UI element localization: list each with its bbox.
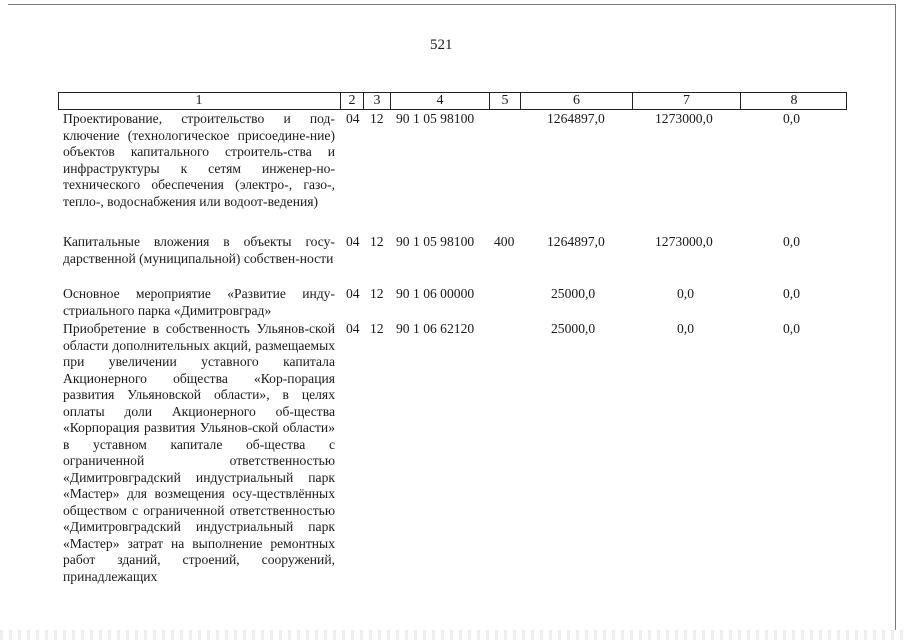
row-col8: 0,0: [783, 234, 800, 249]
row-col4: 90 1 06 00000: [396, 286, 475, 301]
row-description: Основное мероприятие «Развитие инду-стриального парка «Димитровград»: [63, 286, 335, 318]
row-col8: 0,0: [783, 321, 800, 336]
row-col5: 400: [494, 234, 515, 249]
page-number: 521: [430, 37, 453, 53]
row-col3: 12: [370, 111, 384, 126]
scan-edge-noise: [0, 630, 905, 640]
row-col6: 25000,0: [551, 286, 596, 301]
header-col-1: 1: [195, 93, 203, 108]
row-col6: 1264897,0: [547, 234, 605, 249]
row-col7: 0,0: [677, 321, 694, 336]
row-description: Приобретение в собственность Ульянов-ской области дополнительных акций, размещаемых при увеличении уставного капитала Акционерного общества «Кор-порация развития Ульяновской области», в целях оплаты доли Акционерного об-щества «Корпорация развития Ульянов-ской области» в уставном капитале об-щества с ограниченной ответственностью «Димитровградский индустриальный парк «Мастер» для возмещения осу-ществлённых обществом с ограниченной ответственностью «Димитровградский индустриальный парк «Мастер» затрат на выполнение ремонтных работ зданий, строений, сооружений, принадлежащих: [63, 321, 335, 584]
header-col-5: 5: [489, 92, 520, 110]
row-description: Капитальные вложения в объекты госу-дарственной (муниципальной) собствен-ности: [63, 234, 335, 266]
row-col4: 90 1 06 62120: [396, 321, 475, 336]
row-description: Проектирование, строительство и под-ключение (технологическое присоедине-ние) объектов капитального строитель-ства и инфраструктуры к сетям инженер-но-технического обеспечения (электро-, газо-, тепло-, водоснабжения или водоот-ведения): [63, 111, 335, 209]
row-col8: 0,0: [783, 111, 800, 126]
row-col2: 04: [346, 286, 360, 301]
row-col3: 12: [370, 321, 384, 336]
row-col4: 90 1 05 98100: [396, 234, 475, 249]
header-col-8: 8: [740, 92, 847, 110]
row-col7: 1273000,0: [655, 234, 713, 249]
header-col-7: 7: [632, 92, 740, 110]
row-col7: 1273000,0: [655, 111, 713, 126]
row-col6: 25000,0: [551, 321, 596, 336]
row-col3: 12: [370, 234, 384, 249]
header-col-2: 2: [340, 92, 363, 110]
header-col-6: 6: [520, 92, 632, 110]
row-col2: 04: [346, 321, 360, 336]
row-col4: 90 1 05 98100: [396, 111, 475, 126]
row-col6: 1264897,0: [547, 111, 605, 126]
row-col3: 12: [370, 286, 384, 301]
row-col2: 04: [346, 111, 360, 126]
row-col7: 0,0: [677, 286, 694, 301]
header-col-3: 3: [363, 92, 390, 110]
row-col2: 04: [346, 234, 360, 249]
header-col-4: 4: [390, 92, 489, 110]
row-col8: 0,0: [783, 286, 800, 301]
